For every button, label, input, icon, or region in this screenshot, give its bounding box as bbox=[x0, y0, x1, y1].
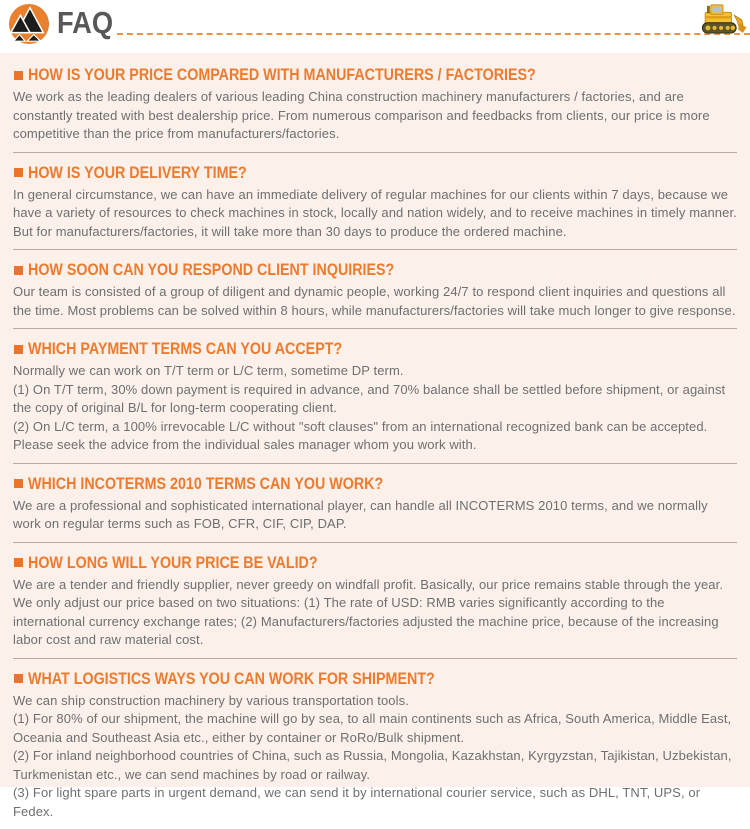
faq-answer-paragraph: We are a professional and sophisticated international player, can handle all INCOTERMS 2010 terms, and we normally work on regular terms such as FOB, CFR, CIF, CIP, DAP. bbox=[13, 497, 737, 534]
faq-answer-paragraph: (1) For 80% of our shipment, the machine will go by sea, to all main continents such as Africa, South America, Middle East, Oceania and Southeast Asia etc., either by container or RoRo/Bulk shipment. bbox=[13, 710, 737, 747]
faq-section bbox=[13, 543, 737, 659]
bullet-square-icon bbox=[14, 345, 23, 354]
faq-question-text: WHICH INCOTERMS 2010 TERMS CAN YOU WORK? bbox=[28, 474, 383, 494]
faq-answer-paragraph: We work as the leading dealers of various leading China construction machinery manufacturers / factories, and are constantly treated with best dealership price. From numerous comparison and feedbacks from clients, our price is more competitive than the price from manufacturers/factories. bbox=[13, 88, 737, 144]
faq-question-text: HOW LONG WILL YOUR PRICE BE VALID? bbox=[28, 553, 318, 573]
faq-answer bbox=[13, 283, 737, 320]
faq-answer bbox=[13, 576, 737, 650]
bullet-square-icon bbox=[14, 479, 23, 488]
faq-answer-paragraph: (1) On T/T term, 30% down payment is required in advance, and 70% balance shall be settled before shipment, or against the copy of original B/L for long-term cooperating client. bbox=[13, 381, 737, 418]
faq-question bbox=[14, 669, 737, 689]
faq-question bbox=[14, 553, 737, 573]
faq-answer-paragraph: We are a tender and friendly supplier, never greedy on windfall profit. Basically, our price remains stable through the year. We only adjust our price based on two situations: (1) The rate of USD: RMB varies significantly according to the international currency exchange rates; (2) Manufacturers/factories adjusted the machine price, because of the increasing labor cost and raw material cost. bbox=[13, 576, 737, 650]
faq-answer-paragraph: (3) For light spare parts in urgent demand, we can send it by international courier service, such as DHL, TNT, UPS, or Fedex. bbox=[13, 784, 737, 821]
faq-section bbox=[13, 250, 737, 329]
faq-list bbox=[0, 53, 750, 787]
faq-question-text: HOW IS YOUR PRICE COMPARED WITH MANUFACTURERS / FACTORIES? bbox=[28, 65, 536, 85]
faq-answer bbox=[13, 497, 737, 534]
faq-question bbox=[14, 163, 737, 183]
dashed-divider-line bbox=[117, 33, 750, 35]
faq-section bbox=[13, 659, 737, 829]
faq-answer bbox=[13, 692, 737, 822]
faq-question bbox=[14, 260, 737, 280]
faq-answer-paragraph: We can ship construction machinery by various transportation tools. bbox=[13, 692, 737, 711]
bullet-square-icon bbox=[14, 71, 23, 80]
faq-question-text: WHICH PAYMENT TERMS CAN YOU ACCEPT? bbox=[28, 339, 342, 359]
faq-section bbox=[13, 55, 737, 153]
faq-answer bbox=[13, 88, 737, 144]
page-header bbox=[0, 0, 750, 53]
faq-section bbox=[13, 153, 737, 251]
faq-question-text: HOW IS YOUR DELIVERY TIME? bbox=[28, 163, 247, 183]
faq-question bbox=[14, 65, 737, 85]
faq-answer bbox=[13, 186, 737, 242]
faq-question-text: WHAT LOGISTICS WAYS YOU CAN WORK FOR SHIPMENT? bbox=[28, 669, 435, 689]
bullet-square-icon bbox=[14, 558, 23, 567]
faq-answer-paragraph: Our team is consisted of a group of diligent and dynamic people, working 24/7 to respond client inquiries and questions all the time. Most problems can be solved within 8 hours, while manufacturers/factories will take much longer to give response. bbox=[13, 283, 737, 320]
faq-answer-paragraph: (2) On L/C term, a 100% irrevocable L/C without "soft clauses" from an international recognized bank can be accepted. Please seek the advice from the individual sales manager whom you work with. bbox=[13, 418, 737, 455]
bulldozer-icon bbox=[698, 3, 748, 34]
bullet-square-icon bbox=[14, 674, 23, 683]
faq-section bbox=[13, 464, 737, 543]
faq-question-text: HOW SOON CAN YOU RESPOND CLIENT INQUIRIES? bbox=[28, 260, 394, 280]
faq-question bbox=[14, 339, 737, 359]
faq-answer-paragraph: In general circumstance, we can have an immediate delivery of regular machines for our clients within 7 days, because we have a variety of resources to check machines in stock, locally and nation widely, and to receive machines in timely manner. But for manufacturers/factories, it will take more than 30 days to produce the ordered machine. bbox=[13, 186, 737, 242]
faq-section bbox=[13, 329, 737, 464]
faq-answer bbox=[13, 362, 737, 455]
faq-answer-paragraph: Normally we can work on T/T term or L/C term, sometime DP term. bbox=[13, 362, 737, 381]
faq-answer-paragraph: (2) For inland neighborhood countries of China, such as Russia, Mongolia, Kazakhstan, Kyrgyzstan, Tajikistan, Uzbekistan, Turkmenistan etc., we can send machines by road or railway. bbox=[13, 747, 737, 784]
page-title: FAQ bbox=[57, 3, 113, 43]
mountain-logo-icon bbox=[8, 3, 50, 45]
bullet-square-icon bbox=[14, 266, 23, 275]
faq-question bbox=[14, 474, 737, 494]
bullet-square-icon bbox=[14, 168, 23, 177]
